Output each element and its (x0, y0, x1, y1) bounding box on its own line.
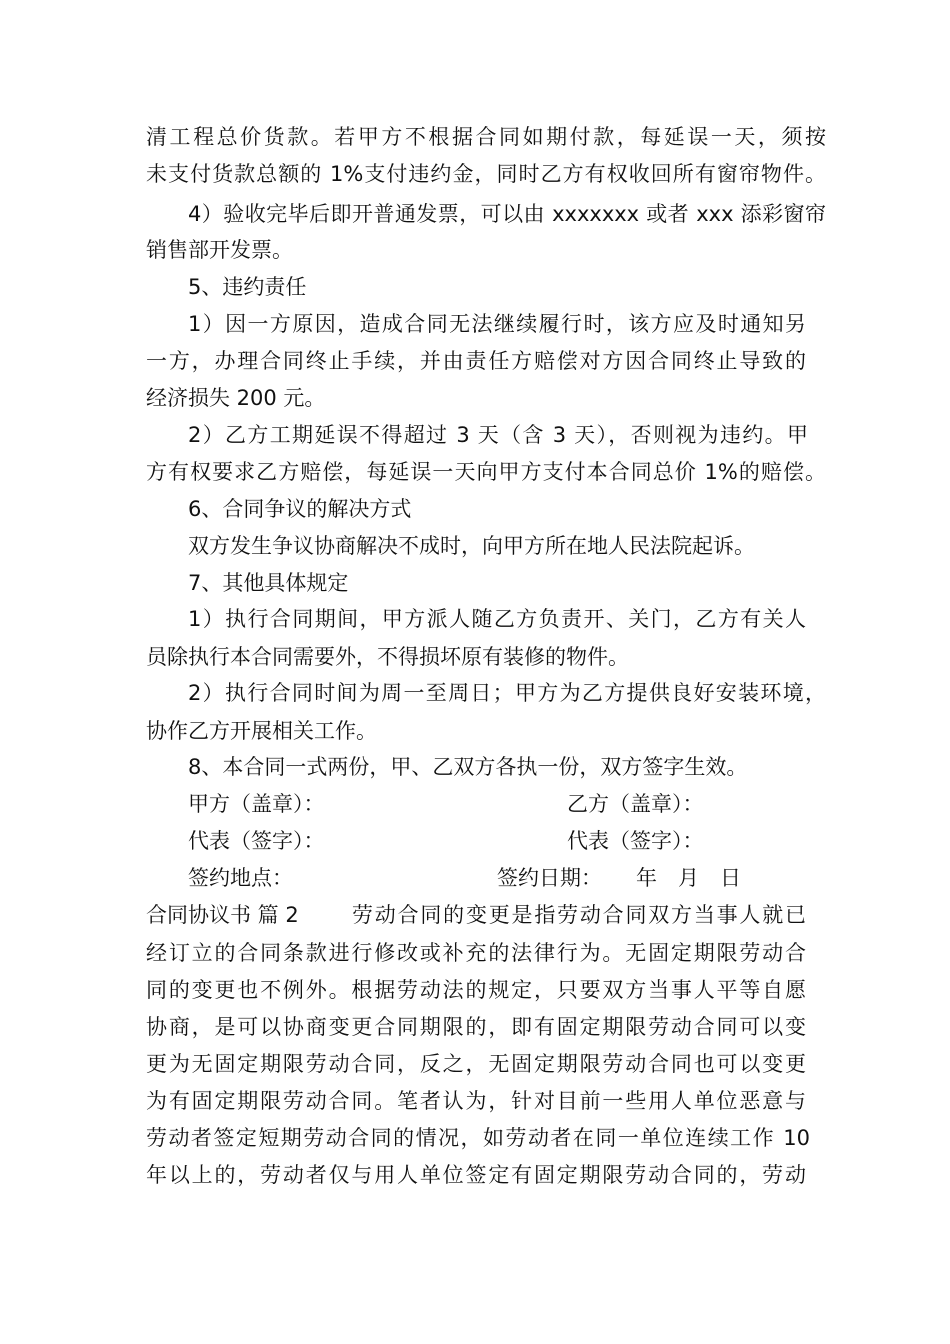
section-heading: 5、违约责任 (188, 275, 307, 299)
paragraph-line: 方有权要求乙方赔偿，每延误一天向甲方支付本合同总价 1%的赔偿。 (146, 460, 826, 484)
paragraph-line: 一方，办理合同终止手续，并由责任方赔偿对方因合同终止导致的 (146, 349, 806, 373)
signing-date-label: 签约日期： (497, 866, 602, 890)
section-heading: 6、合同争议的解决方式 (188, 497, 412, 521)
date-month-label: 月 (678, 866, 699, 890)
paragraph-line: 4）验收完毕后即开普通发票，可以由 xxxxxxx 或者 xxx 添彩窗帘 (188, 202, 826, 226)
paragraph-line: 年以上的，劳动者仅与用人单位签定有固定期限劳动合同的，劳动 (146, 1163, 806, 1187)
paragraph-line: 2）乙方工期延误不得超过 3 天（含 3 天），否则视为违约。甲 (188, 423, 808, 447)
paragraph-line: 销售部开发票。 (146, 238, 293, 262)
paragraph-line: 8、本合同一式两份，甲、乙双方各执一份，双方签字生效。 (188, 755, 748, 779)
date-day-label: 日 (720, 866, 741, 890)
paragraph-line: 未支付货款总额的 1%支付违约金，同时乙方有权收回所有窗帘物件。 (146, 162, 826, 186)
paragraph-line: 1）执行合同期间，甲方派人随乙方负责开、关门，乙方有关人 (188, 607, 806, 631)
paragraph-line: 1）因一方原因，造成合同无法继续履行时，该方应及时通知另 (188, 312, 806, 336)
paragraph-line: 协商，是可以协商变更合同期限的，即有固定期限劳动合同可以变 (146, 1015, 806, 1039)
party-b-representative-label: 代表（签字）： (567, 829, 704, 853)
paragraph-line: 劳动者签定短期劳动合同的情况，如劳动者在同一单位连续工作 10 (146, 1126, 810, 1150)
paragraph-line: 经济损失 200 元。 (146, 386, 326, 410)
paragraph-line: 协作乙方开展相关工作。 (146, 719, 377, 743)
paragraph-line: 同的变更也不例外。根据劳动法的规定，只要双方当事人平等自愿 (146, 978, 806, 1002)
date-year-label: 年 (636, 866, 657, 890)
section-heading: 7、其他具体规定 (188, 571, 349, 595)
party-a-representative-label: 代表（签字）： (188, 829, 325, 853)
paragraph-line: 为有固定期限劳动合同。笔者认为，针对目前一些用人单位恶意与 (146, 1089, 806, 1113)
paragraph-line: 经订立的合同条款进行修改或补充的法律行为。无固定期限劳动合 (146, 941, 806, 965)
signing-location-label: 签约地点： (188, 866, 293, 890)
party-b-seal-label: 乙方（盖章）： (567, 792, 704, 816)
section-2-heading: 合同协议书 篇 2 (146, 903, 299, 927)
paragraph-line: 更为无固定期限劳动合同，反之，无固定期限劳动合同也可以变更 (146, 1052, 806, 1076)
paragraph-line: 劳动合同的变更是指劳动合同双方当事人就已 (352, 903, 806, 927)
paragraph-line: 清工程总价货款。若甲方不根据合同如期付款，每延误一天，须按 (146, 125, 826, 149)
paragraph-line: 双方发生争议协商解决不成时，向甲方所在地人民法院起诉。 (188, 534, 755, 558)
party-a-seal-label: 甲方（盖章）： (188, 792, 325, 816)
paragraph-line: 员除执行本合同需要外，不得损坏原有装修的物件。 (146, 645, 629, 669)
paragraph-line: 2）执行合同时间为周一至周日；甲方为乙方提供良好安装环境， (188, 681, 826, 705)
